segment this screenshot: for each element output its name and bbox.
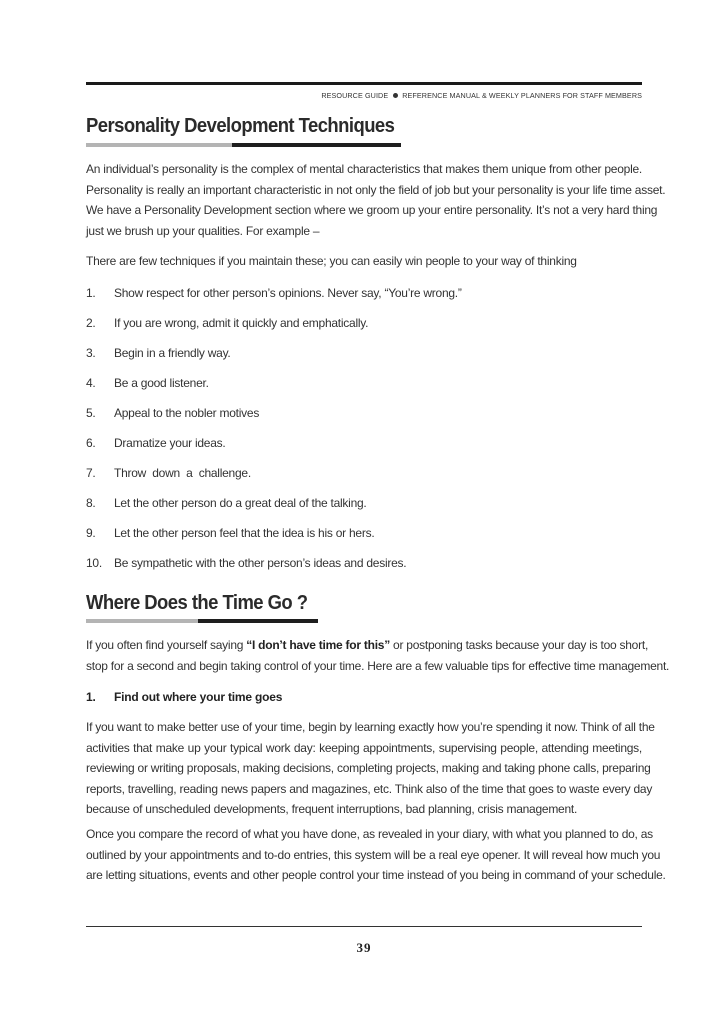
bullet-dot-icon <box>393 93 398 98</box>
text-line: because of unscheduled developments, frequent interruptions, bad planning, crisis management. <box>86 802 578 817</box>
list-text: Begin in a friendly way. <box>114 346 231 360</box>
footer-rule <box>86 926 642 927</box>
list-item <box>86 406 642 436</box>
running-header <box>86 91 642 100</box>
list-item <box>86 466 642 496</box>
text-line: If you want to make better use of your time, begin by learning exactly how you’re spending it now. Think of all the <box>86 720 655 734</box>
time-paragraph-2 <box>86 824 666 886</box>
techniques-lead <box>86 251 642 272</box>
list-text: Appeal to the nobler motives <box>114 406 260 420</box>
text-line: outlined by your appointments and to-do entries, this system will be a real eye opener. It will reveal how much you <box>86 847 661 862</box>
list-number: 4. <box>86 376 96 390</box>
text-line: We have a Personality Development section where we groom up your entire personality. It’s not a very hard thing <box>86 203 658 218</box>
list-number: 2. <box>86 316 96 330</box>
personality-intro <box>86 159 666 241</box>
list-text: Show respect for other person’s opinions. Never say, “You’re wrong.” <box>114 286 462 300</box>
list-item <box>86 346 642 376</box>
text-line: stop for a second and begin taking control of your time. Here are a few valuable tips for effective time management. <box>86 658 670 673</box>
underline-black-segment <box>232 143 401 147</box>
list-text: Let the other person feel that the idea is his or hers. <box>114 526 375 540</box>
list-text: Be sympathetic with the other person’s ideas and desires. <box>114 556 407 570</box>
subheading-number: 1. <box>86 690 96 704</box>
underline-black-segment <box>198 619 318 623</box>
list-item <box>86 436 642 466</box>
list-item <box>86 286 642 316</box>
time-intro <box>86 635 670 676</box>
subheading-text: Find out where your time goes <box>114 690 283 704</box>
section-title-personality: Personality Development Techniques <box>86 114 395 137</box>
intro-text: If you often find yourself saying <box>86 638 247 652</box>
text-line: just we brush up your qualities. For example – <box>86 223 320 238</box>
list-text: Be a good listener. <box>114 376 209 390</box>
header-manual: REFERENCE MANUAL & WEEKLY PLANNERS FOR STAFF MEMBERS <box>402 91 642 100</box>
list-number: 7. <box>86 466 96 480</box>
list-item <box>86 316 642 346</box>
underline-gray-segment <box>86 143 232 147</box>
list-number: 8. <box>86 496 96 510</box>
text-line: reviewing or writing proposals, making decisions, completing projects, making and taking phone calls, preparing <box>86 761 651 776</box>
title-underline-2 <box>86 619 318 623</box>
section-title-time: Where Does the Time Go ? <box>86 591 308 614</box>
list-number: 5. <box>86 406 96 420</box>
list-text: Let the other person do a great deal of the talking. <box>114 496 367 510</box>
list-text: Dramatize your ideas. <box>114 436 226 450</box>
header-rule <box>86 82 642 85</box>
list-number: 1. <box>86 286 96 300</box>
intro-quote: “I don’t have time for this” <box>246 638 390 652</box>
text-line: activities that make up your typical work day: keeping appointments, supervising people, attending meetings, <box>86 740 642 755</box>
list-number: 6. <box>86 436 96 450</box>
time-paragraph-1 <box>86 717 655 820</box>
text-line: An individual’s personality is the complex of mental characteristics that makes them unique from other people. <box>86 162 642 176</box>
title-underline-1 <box>86 143 401 147</box>
header-guide: RESOURCE GUIDE <box>321 91 389 100</box>
list-text: Throw down a challenge. <box>114 466 251 480</box>
list-item <box>86 556 642 586</box>
text-line: There are few techniques if you maintain these; you can easily win people to your way of thinking <box>86 254 577 268</box>
list-number: 3. <box>86 346 96 360</box>
list-item <box>86 496 642 526</box>
techniques-list <box>86 286 642 586</box>
page-number: 39 <box>356 940 372 955</box>
text-line <box>86 635 649 656</box>
list-item <box>86 526 642 556</box>
list-number: 10. <box>86 556 102 570</box>
list-number: 9. <box>86 526 96 540</box>
underline-gray-segment <box>86 619 198 623</box>
text-line: Once you compare the record of what you have done, as revealed in your diary, with what you planned to do, as <box>86 827 653 841</box>
text-line: are letting situations, events and other people control your time instead of you being in command of your schedule. <box>86 868 666 883</box>
text-line: Personality is really an important characteristic in not only the field of job but your personality is your life time asset. <box>86 182 666 197</box>
text-line: reports, travelling, reading news papers and magazines, etc. Think also of the time that goes to waste every day <box>86 781 653 796</box>
list-item <box>86 376 642 406</box>
intro-text: or postponing tasks because your day is too short, <box>389 638 649 652</box>
list-text: If you are wrong, admit it quickly and emphatically. <box>114 316 369 330</box>
